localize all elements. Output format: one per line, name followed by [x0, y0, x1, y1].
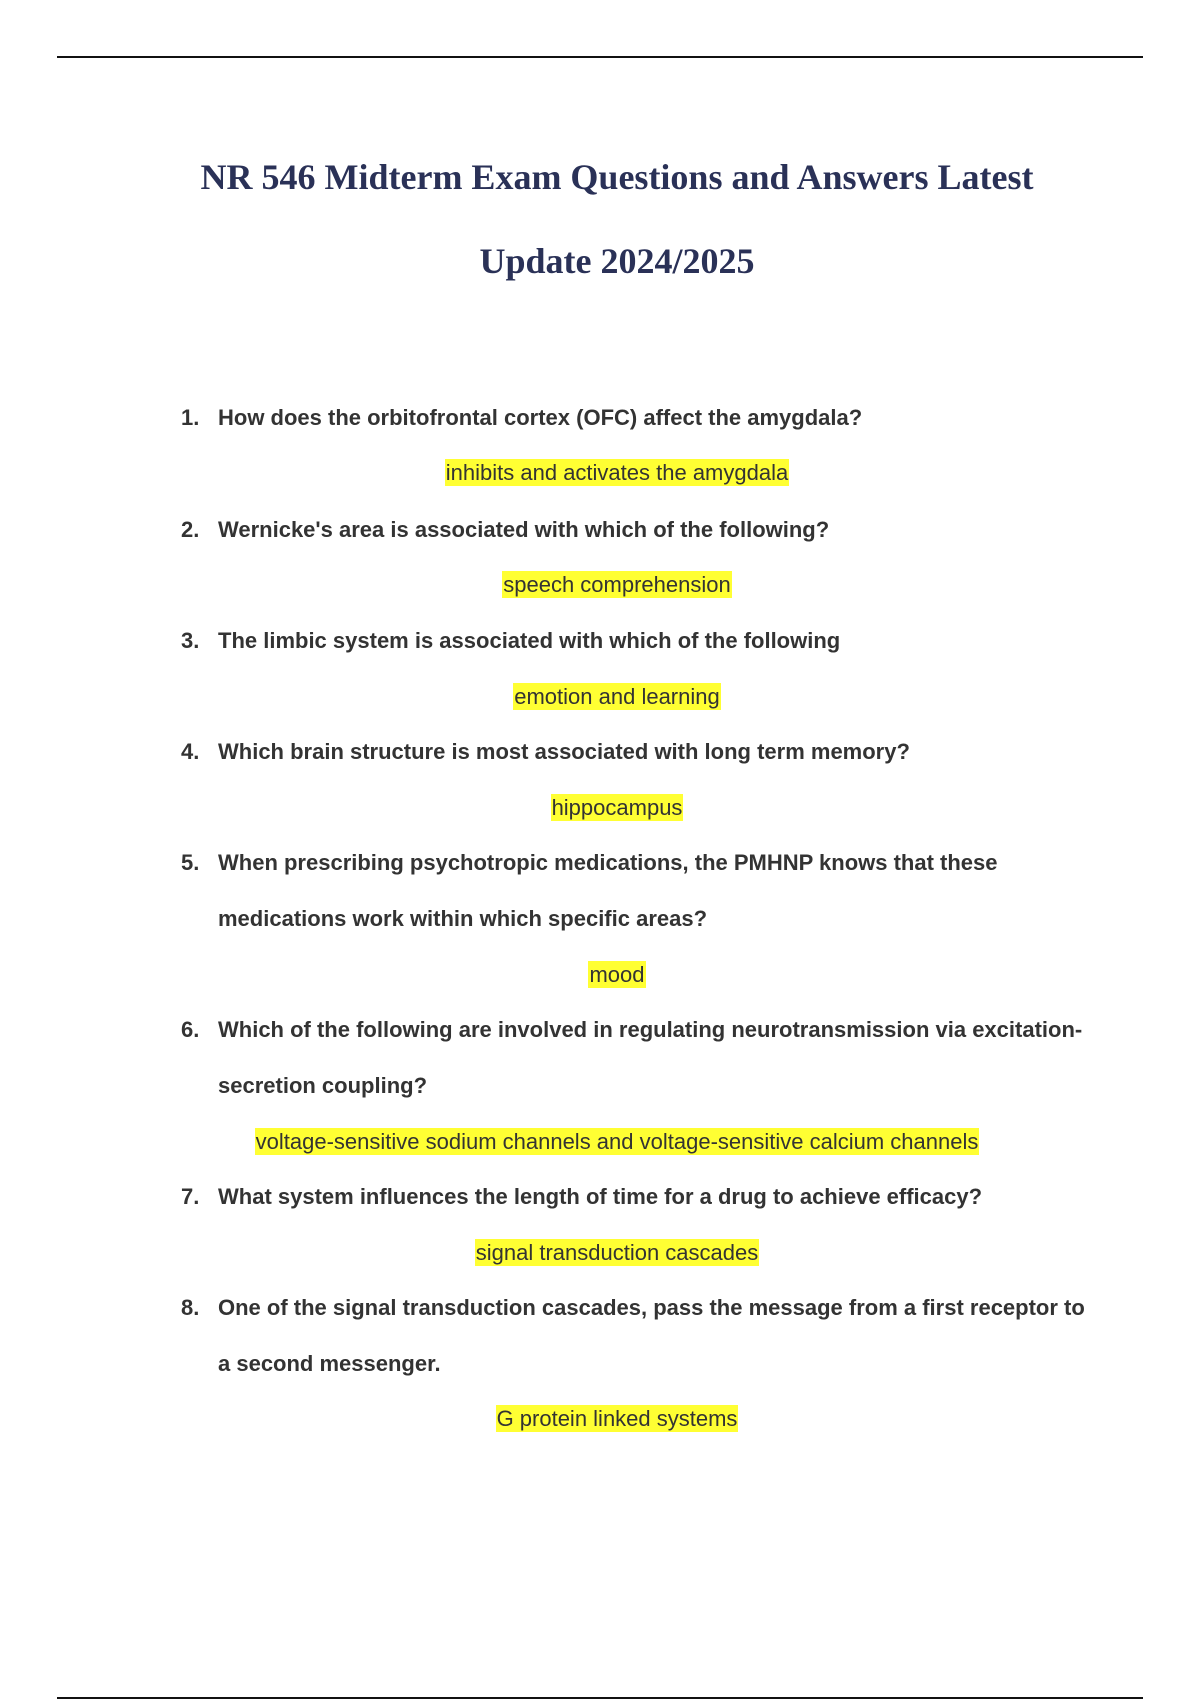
question [181, 1169, 1098, 1225]
question-number: 6. [181, 1017, 200, 1042]
answer-highlight: emotion and learning [514, 684, 720, 709]
question [181, 390, 1098, 446]
answer [0, 1404, 1200, 1434]
answer-highlight: hippocampus [551, 795, 683, 820]
answer [0, 458, 1200, 488]
bottom-rule [57, 1697, 1143, 1699]
question [181, 613, 1098, 669]
question-number: 2. [181, 517, 200, 542]
answer [0, 793, 1200, 823]
answer [0, 1238, 1200, 1268]
question-text: When prescribing psychotropic medications, the PMHNP knows that these medications work within which specific areas? [218, 850, 998, 931]
answer [0, 570, 1200, 600]
question-text: Which of the following are involved in regulating neurotransmission via excitation-secretion coupling? [218, 1017, 1083, 1098]
question [181, 1002, 1098, 1114]
question-number: 1. [181, 405, 200, 430]
question-number: 3. [181, 628, 200, 653]
title-line-1: NR 546 Midterm Exam Questions and Answers Latest [200, 157, 1034, 197]
answer [0, 682, 1200, 712]
question-text: The limbic system is associated with which of the following [218, 628, 841, 653]
question-number: 8. [181, 1295, 200, 1320]
question-text: One of the signal transduction cascades, pass the message from a first receptor to a second messenger. [218, 1295, 1085, 1376]
answer-highlight: voltage-sensitive sodium channels and voltage-sensitive calcium channels [255, 1129, 979, 1154]
question [181, 1280, 1098, 1392]
question-text: Which brain structure is most associated with long term memory? [218, 739, 910, 764]
document-title [0, 135, 1200, 303]
question-number: 4. [181, 739, 200, 764]
answer [0, 1127, 1200, 1157]
question [181, 502, 1098, 558]
question-text: How does the orbitofrontal cortex (OFC) affect the amygdala? [218, 405, 863, 430]
top-rule [57, 56, 1143, 58]
answer-highlight: signal transduction cascades [475, 1240, 759, 1265]
answer-highlight: inhibits and activates the amygdala [445, 460, 789, 485]
question-text: What system influences the length of time for a drug to achieve efficacy? [218, 1184, 983, 1209]
answer-highlight: mood [589, 962, 645, 987]
answer-highlight: G protein linked systems [496, 1406, 738, 1431]
title-line-2: Update 2024/2025 [479, 241, 755, 281]
question-number: 5. [181, 850, 200, 875]
answer [0, 960, 1200, 990]
question-number: 7. [181, 1184, 200, 1209]
question-text: Wernicke's area is associated with which of the following? [218, 517, 830, 542]
question [181, 724, 1098, 780]
answer-highlight: speech comprehension [503, 572, 731, 597]
question [181, 835, 1098, 947]
